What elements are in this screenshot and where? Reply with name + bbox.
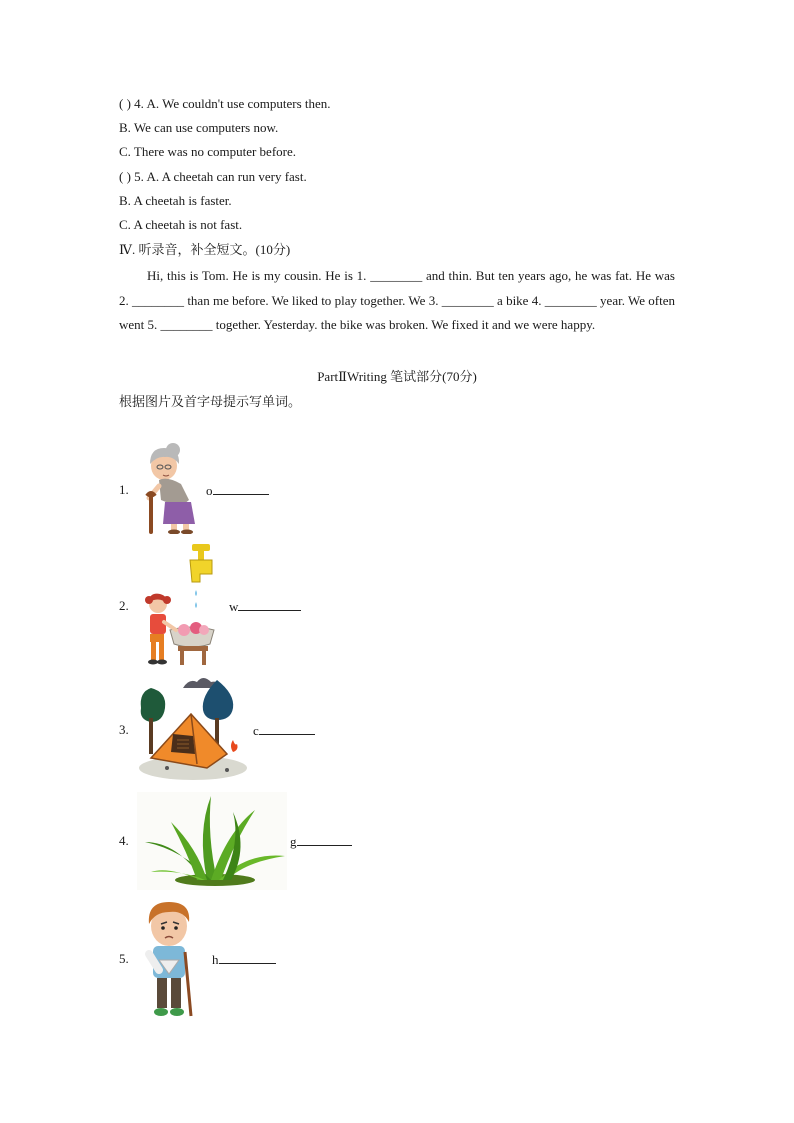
answer-4[interactable] — [290, 833, 352, 850]
question-4-option-a: ( ) 4. A. We couldn't use computers then. — [119, 96, 331, 111]
section-4-title: Ⅳ. 听录音，补全短文。(10分) — [119, 242, 291, 257]
answer-letter: g — [290, 834, 297, 849]
question-number: 4. — [119, 833, 129, 848]
question-number: 3. — [119, 722, 129, 737]
answer-letter: w — [229, 599, 239, 614]
passage — [119, 264, 675, 338]
washing-clothes-icon — [140, 542, 216, 668]
question-5-option-a: ( ) 5. A. A cheetah can run very fast. — [119, 169, 307, 184]
question-number: 2. — [119, 598, 129, 613]
passage-text: Hi, this is Tom. He is my cousin. He is 1. ________ and thin. But ten years ago, he was fat. He was 2. ________ than me before. We liked to play together. We 3. ________ a bike 4. ________ year. We often went 5. ________ together. Yesterday. the bike was broken. We fixed it and we were happy. — [119, 268, 675, 332]
question-number: 1. — [119, 482, 129, 497]
answer-2[interactable] — [229, 598, 301, 615]
camping-tent-icon — [137, 674, 249, 782]
part-2-title: PartⅡWriting 笔试部分(70分) — [317, 369, 477, 384]
answer-5[interactable] — [212, 951, 276, 968]
question-4-option-c: C. There was no computer before. — [119, 144, 297, 159]
writing-instruction: 根据图片及首字母提示写单词。 — [119, 394, 302, 409]
grandmother-icon — [137, 442, 203, 534]
question-4-option-b: B. We can use computers now. — [119, 120, 279, 135]
answer-blank[interactable] — [297, 833, 352, 846]
answer-blank[interactable] — [219, 951, 276, 964]
grass-icon — [137, 792, 287, 890]
answer-letter: h — [212, 952, 219, 967]
question-5-option-b: B. A cheetah is faster. — [119, 193, 232, 208]
answer-letter: o — [206, 483, 213, 498]
answer-letter: c — [253, 723, 259, 738]
answer-3[interactable] — [253, 722, 315, 739]
answer-blank[interactable] — [259, 722, 315, 735]
answer-blank[interactable] — [213, 482, 269, 495]
answer-1[interactable] — [206, 482, 269, 499]
question-5-option-c: C. A cheetah is not fast. — [119, 217, 243, 232]
answer-blank[interactable] — [238, 598, 301, 611]
hurt-boy-icon — [139, 898, 199, 1022]
question-number: 5. — [119, 951, 129, 966]
